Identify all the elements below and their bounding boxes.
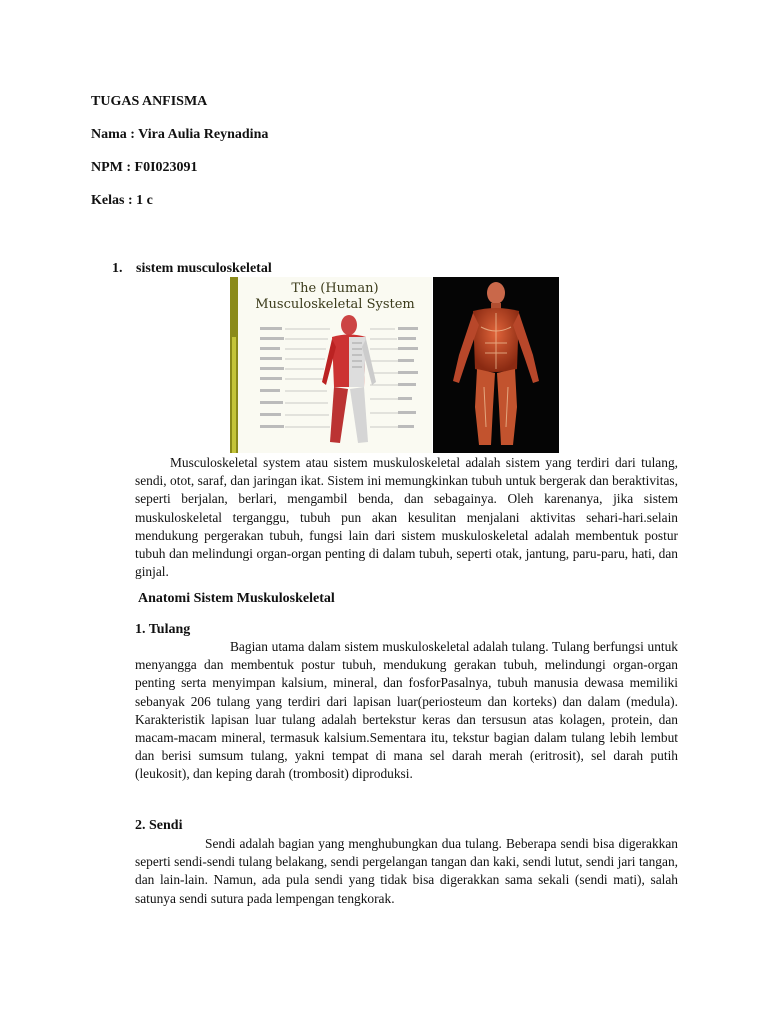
- human-muscle-anatomy-image: [433, 277, 559, 453]
- student-class: Kelas : 1 c: [91, 193, 153, 208]
- body-diagram-illustration: [230, 277, 432, 453]
- section-1-title: [112, 261, 272, 277]
- figure-title-line-1: The (Human): [291, 281, 379, 296]
- student-name: Nama : Vira Aulia Reynadina: [91, 127, 269, 142]
- section-1-title-text: sistem musculoskeletal: [136, 261, 272, 276]
- sendi-heading: 2. Sendi: [135, 818, 183, 833]
- document-title: TUGAS ANFISMA: [91, 94, 208, 109]
- section-1-number: 1.: [112, 261, 123, 276]
- anatomy-heading: Anatomi Sistem Muskuloskeletal: [138, 591, 335, 606]
- student-npm: NPM : F0I023091: [91, 160, 198, 175]
- figure-title-line-2: Musculoskeletal System: [255, 297, 415, 312]
- tulang-heading: 1. Tulang: [135, 622, 191, 637]
- musculoskeletal-diagram-image: [230, 277, 432, 453]
- tulang-paragraph: Bagian utama dalam sistem muskuloskeletal adalah tulang. Tulang berfungsi untuk menyangga dan membentuk postur tubuh, mendukung gerakan tubuh, melindungi organ-organ penting serta menyimpan kalsium, mineral, dan fosforPasalnya, tubuh manusia dewasa memiliki sebanyak 206 tulang yang terdiri dari lapisan luar(periosteum dan korteks) dan dalam (medula). Karakteristik lapisan luar tulang adalah bertekstur keras dan tersusun atas kolagen, protein, dan macam-macam mineral, termasuk kalsium.Sementara itu, tekstur bagian dalam tulang lebih lembut dan berisi sumsum tulang, yakni tempat di mana sel darah merah (eritrosit), sel darah putih (leukosit), dan keping darah (trombosit) diproduksi.: [135, 639, 678, 782]
- muscular-body-illustration: [433, 277, 559, 453]
- sendi-paragraph: Sendi adalah bagian yang menghubungkan dua tulang. Beberapa sendi bisa digerakkan seperti sendi-sendi tulang belakang, sendi pergelangan tangan dan kaki, sendi lutut, sendi jari tangan, dan lain-lain. Namun, ada pula sendi yang tidak bisa digerakkan sama sekali (sendi mati), salah satunya sendi sutura pada lempengan tengkorak.: [135, 836, 678, 906]
- section-1-intro-paragraph: Musculoskeletal system atau sistem muskuloskeletal adalah sistem yang terdiri dari tulang, sendi, otot, saraf, dan jaringan ikat. Sistem ini memungkinkan tubuh untuk bergerak dan beraktivitas, seperti berjalan, berlari, mengambil benda, dan sebagainya. Oleh karenanya, jika sistem muskuloskeletal terganggu, tubuh pun akan kesulitan menjalani aktivitas sehari-hari.selain mendukung pergerakan tubuh, fungsi lain dari sistem muskuloskeletal adalah membentuk postur tubuh dan melindungi organ-organ penting di dalam tubuh, seperti otak, jantung, paru-paru, hati, dan ginjal.: [135, 455, 678, 580]
